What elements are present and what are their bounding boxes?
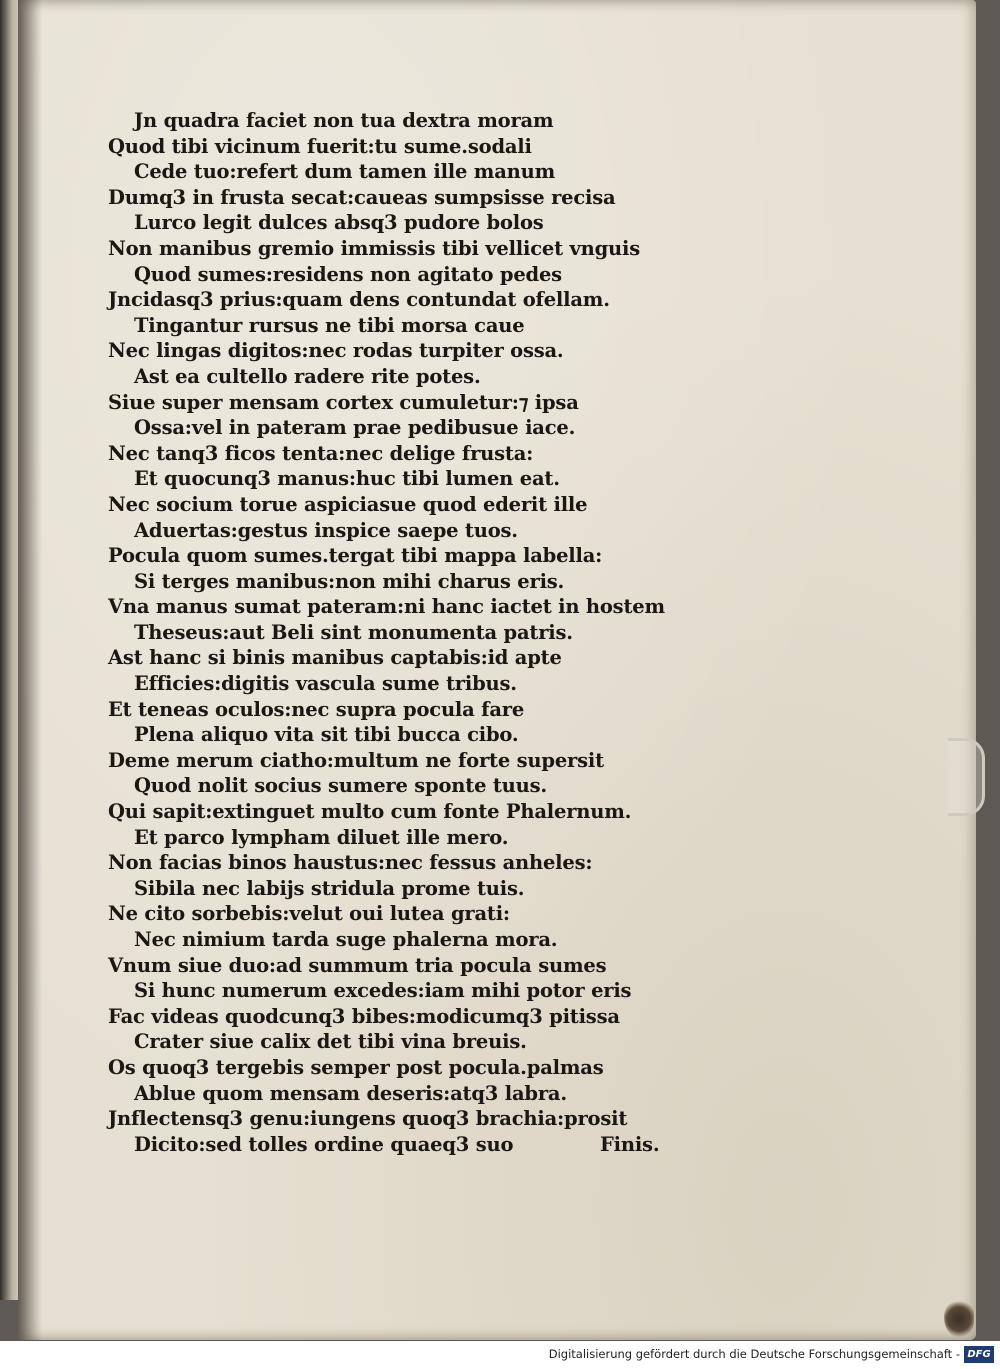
poem-line: Et quocunq3 manus:huc tibi lumen eat. — [134, 467, 560, 491]
poem-line: Qui sapit:extinguet multo cum fonte Phalernum. — [108, 800, 632, 824]
poem-line: Ne cito sorbebis:velut oui lutea grati: — [108, 902, 510, 926]
poem-line: Jnflectensq3 genu:iungens quoq3 brachia:prosit — [108, 1107, 628, 1131]
poem-line-last — [108, 1132, 668, 1158]
poem-line: Quod tibi vicinum fuerit:tu sume.sodali — [108, 134, 532, 158]
poem-line: Pocula quom sumes.tergat tibi mappa labella: — [108, 544, 603, 568]
poem-line: Nec socium torue aspiciasue quod ederit ille — [108, 492, 588, 516]
poem-line: Nec nimium tarda suge phalerna mora. — [134, 928, 558, 951]
poem-line: Quod nolit socius sumere sponte tuus. — [134, 774, 547, 798]
finis-mark: Finis. — [600, 1132, 660, 1156]
poem-line: Deme merum ciatho:multum ne forte supersit — [108, 748, 604, 772]
poem-line: Siue super mensam cortex cumuletur:⁊ ipsa — [108, 390, 579, 414]
page-gutter-shadow — [18, 0, 42, 1340]
poem-line: Ast hanc si binis manibus captabis:id apte — [108, 646, 562, 670]
ink-stain — [944, 1300, 974, 1338]
poem-line: Non facias binos haustus:nec fessus anheles: — [108, 851, 593, 875]
poem-line: Vna manus sumat pateram:ni hanc iactet in hostem — [108, 595, 665, 619]
poem-line: Nec lingas digitos:nec rodas turpiter ossa. — [108, 339, 564, 363]
poem-line: Jn quadra faciet non tua dextra moram — [134, 109, 554, 132]
poem-line: Vnum siue duo:ad summum tria pocula sumes — [108, 953, 607, 977]
footer-credit: Digitalisierung gefördert durch die Deutsche Forschungsgemeinschaft - — [548, 1347, 960, 1361]
poem-line: Efficies:digitis vascula sume tribus. — [134, 672, 517, 696]
poem-line: Nec tanq3 ficos tenta:nec delige frusta: — [108, 441, 534, 465]
poem-line: Quod sumes:residens non agitato pedes — [134, 262, 562, 286]
poem-line: Os quoq3 tergebis semper post pocula.palmas — [108, 1055, 604, 1079]
poem-line: Crater siue calix det tibi vina breuis. — [134, 1030, 527, 1054]
poem-line: Sibila nec labijs stridula prome tuis. — [134, 876, 525, 900]
poem-line: Ablue quom mensam deseris:atq3 labra. — [134, 1081, 567, 1105]
poem-line: Si terges manibus:non mihi charus eris. — [134, 569, 565, 593]
poem-line: Et parco lympham diluet ille mero. — [134, 825, 509, 849]
poem-line: Ossa:vel in pateram prae pedibusue iace. — [134, 416, 576, 440]
poem-line: Ast ea cultello radere rite potes. — [134, 364, 481, 388]
poem-line-last-text: Dicito:sed tolles ordine quaeq3 suo — [134, 1132, 514, 1156]
clip-tab — [948, 738, 985, 816]
poem-line: Plena aliquo vita sit tibi bucca cibo. — [134, 723, 519, 747]
poem-line: Fac videas quodcunq3 bibes:modicumq3 pitissa — [108, 1004, 620, 1028]
poem-line: Non manibus gremio immissis tibi vellicet vnguis — [108, 236, 640, 260]
poem-line: Theseus:aut Beli sint monumenta patris. — [134, 620, 573, 644]
poem-line: Dumq3 in frusta secat:caueas sumpsisse recisa — [108, 185, 616, 209]
poem-line: Si hunc numerum excedes:iam mihi potor eris — [134, 979, 632, 1003]
poem-line: Cede tuo:refert dum tamen ille manum — [134, 160, 556, 184]
poem-line: Tingantur rursus ne tibi morsa caue — [134, 313, 525, 337]
poem-line: Et teneas oculos:nec supra pocula fare — [108, 697, 525, 721]
poem-line: Aduertas:gestus inspice saepe tuos. — [134, 518, 518, 542]
poem-line: Lurco legit dulces absq3 pudore bolos — [134, 211, 544, 235]
footer-bar — [0, 1341, 1000, 1369]
poem-text-block — [108, 108, 668, 1157]
dfg-logo: DFG — [964, 1346, 994, 1363]
poem-line: Jncidasq3 prius:quam dens contundat ofellam. — [108, 288, 610, 312]
